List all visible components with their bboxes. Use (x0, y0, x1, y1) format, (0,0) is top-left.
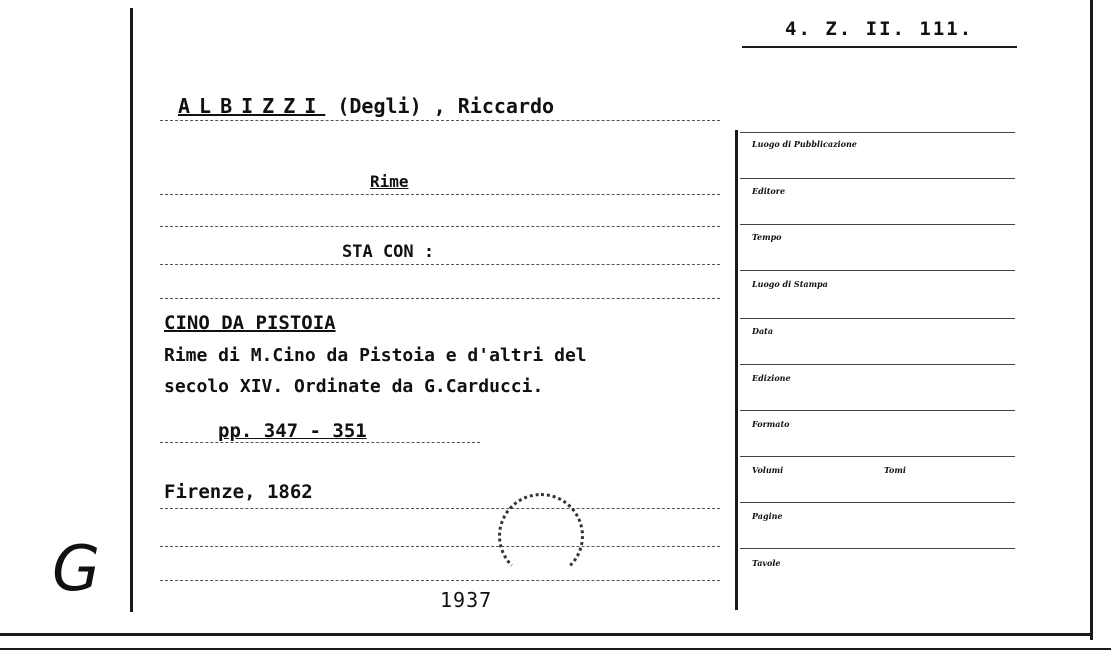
field-rule (740, 364, 1015, 365)
margin-letter: G (52, 532, 101, 605)
rule-line (160, 226, 720, 227)
contained-work-title-line2: secolo XIV. Ordinate da G.Carducci. (164, 376, 544, 397)
rule-line (160, 194, 720, 195)
field-rule (740, 548, 1015, 549)
field-pagine: Pagine (752, 511, 783, 521)
rule-line (160, 120, 720, 121)
field-rule (740, 410, 1015, 411)
bound-with-label: STA CON : (342, 242, 435, 262)
year-stamp: 1937 (440, 588, 493, 612)
card-right-edge (1090, 0, 1093, 640)
contained-work-title-line1: Rime di M.Cino da Pistoia e d'altri del (164, 345, 587, 366)
field-rule (740, 270, 1015, 271)
shelfmark-underline (742, 46, 1017, 48)
rule-line (160, 298, 720, 299)
right-panel-line (735, 130, 738, 610)
field-edizione: Edizione (752, 373, 791, 383)
stamp-circle (498, 493, 584, 579)
rule-line (160, 546, 720, 547)
page-range: pp. 347 - 351 (218, 420, 367, 442)
shelfmark: 4. Z. II. 111. (785, 18, 974, 40)
card-bottom-edge-2 (0, 648, 1111, 650)
work-title: Rime (370, 172, 409, 191)
field-rule (740, 318, 1015, 319)
imprint: Firenze, 1862 (164, 481, 313, 503)
field-tomi: Tomi (884, 465, 906, 475)
field-formato: Formato (752, 419, 790, 429)
field-tavole: Tavole (752, 558, 781, 568)
rule-line (160, 508, 720, 509)
field-data: Data (752, 326, 773, 336)
field-rule (740, 178, 1015, 179)
field-rule (740, 224, 1015, 225)
field-luogo-stampa: Luogo di Stampa (752, 279, 828, 289)
field-rule (740, 132, 1015, 133)
field-volumi: Volumi (752, 465, 784, 475)
author-forename: (Degli) , Riccardo (337, 94, 555, 118)
rule-line (160, 442, 480, 443)
field-rule (740, 502, 1015, 503)
field-luogo-pubblicazione: Luogo di Pubblicazione (752, 139, 857, 149)
left-margin-line (130, 8, 133, 612)
author-heading (178, 94, 554, 118)
card-bottom-edge (0, 633, 1090, 636)
field-editore: Editore (752, 186, 786, 196)
field-rule (740, 456, 1015, 457)
contained-work-author: CINO DA PISTOIA (164, 312, 336, 334)
rule-line (160, 264, 720, 265)
rule-line (160, 580, 720, 581)
author-surname: ALBIZZI (178, 94, 326, 118)
field-tempo: Tempo (752, 232, 782, 242)
